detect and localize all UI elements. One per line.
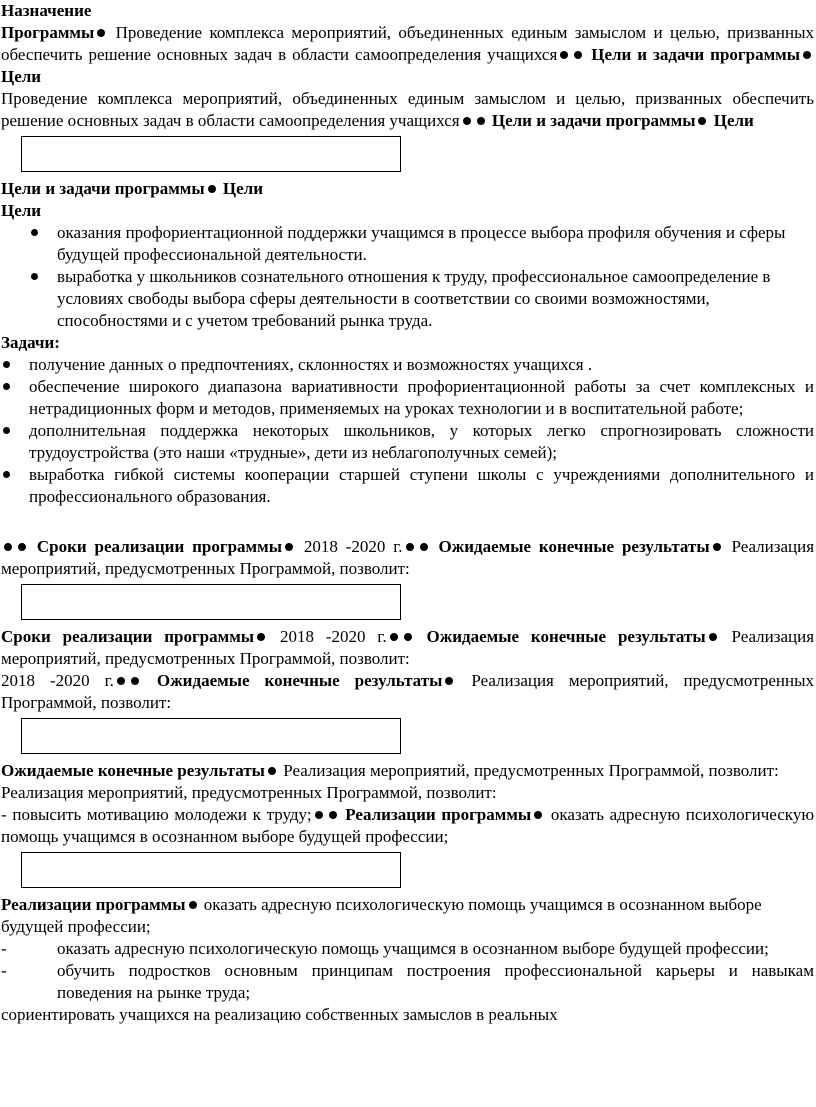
paragraph-program-implementation	[1, 894, 814, 938]
bullet-dot-icon	[534, 811, 542, 819]
bold-label: Ожидаемые конечные результаты	[426, 627, 706, 646]
bullet-dot-icon	[285, 543, 293, 551]
bullet-dot-icon	[131, 677, 139, 685]
paragraph-text: Реализация мероприятий, предусмотренных Программой, позволит:	[1, 671, 814, 712]
bold-label: Ожидаемые конечные результаты	[1, 761, 265, 780]
bullet-dot-icon	[803, 51, 811, 59]
bullet-dot-icon	[257, 633, 265, 641]
paragraph-text: оказать адресную психологическую помощь учащимся в осознанном выборе будущей профессии;	[1, 895, 762, 936]
paragraph-implementation: Реализация мероприятий, предусмотренных Программой, позволит:	[1, 783, 497, 802]
bold-label: Сроки реализации программы	[36, 537, 282, 556]
paragraph-purpose-repeat	[1, 88, 814, 132]
bullet-dot-icon	[208, 185, 216, 193]
paragraph-text: Проведение комплекса мероприятий, объединенных единым замыслом и целью, призванных обеспечить решение основных задач в области самоопределения учащихся	[1, 89, 814, 130]
bullet-dot-icon	[477, 117, 485, 125]
bold-label: Цели	[222, 179, 263, 198]
empty-text-box	[21, 584, 401, 620]
bold-label: Программы	[1, 23, 95, 42]
bullet-dot-icon	[268, 767, 276, 775]
bullet-dot-icon	[574, 51, 582, 59]
bold-label: Реализации программы	[345, 805, 532, 824]
bold-label: Реализации программы	[1, 895, 186, 914]
paragraph-goals-heading	[1, 178, 814, 200]
bullet-dot-icon	[4, 543, 12, 551]
paragraph-text: Реализация мероприятий, предусмотренных Программой, позволит:	[1, 627, 815, 668]
paragraph-text: Реализация мероприятий, предусмотренных Программой, позволит:	[283, 761, 779, 780]
paragraph-text: оказать адресную психологическую помощь учащимся в осознанном выборе будущей профессии;	[1, 805, 815, 846]
paragraph-program	[1, 22, 814, 88]
heading-purpose: Назначение	[1, 1, 92, 20]
paragraph-last: сориентировать учащихся на реализацию собственных замыслов в реальных	[1, 1005, 558, 1024]
tasks-list	[1, 354, 814, 508]
list-item: дополнительная поддержка некоторых школьников, у которых легко спрогнозировать сложности трудоустройства (это наши «трудные», дети из неблагополучных семей);	[1, 420, 814, 464]
paragraph-text: оказать адресную психологическую помощь учащимся в осознанном выборе будущей профессии;	[57, 939, 769, 958]
bullet-dot-icon	[315, 811, 323, 819]
empty-text-box	[21, 136, 401, 172]
paragraph-motivation	[1, 804, 814, 848]
bold-label: Цели и задачи программы	[591, 45, 801, 64]
dash-item	[1, 960, 814, 1004]
paragraph-results	[1, 760, 814, 782]
bullet-dot-icon	[329, 811, 337, 819]
bullet-dot-icon	[463, 117, 471, 125]
paragraph-text: Проведение комплекса мероприятий, объединенных единым замыслом и целью, призванных обеспечить решение основных задач в области самоопределения учащихся	[1, 23, 814, 64]
bold-label: Цели и задачи программы	[491, 111, 696, 130]
bullet-dot-icon	[560, 51, 568, 59]
bold-label: Цели	[1, 67, 42, 86]
paragraph-terms-repeat	[1, 626, 814, 670]
bullet-dot-icon	[406, 543, 414, 551]
list-item: выработка гибкой системы кооперации старшей ступени школы с учреждениями дополнительного и профессионального образования.	[1, 464, 814, 508]
empty-text-box	[21, 718, 401, 754]
list-item: обеспечение широкого диапазона вариативности профориентационной работы за счет комплексных и нетрадиционных форм и методов, применяемых на уроках технологии и в воспитательной работе;	[1, 376, 814, 420]
bold-label: Ожидаемые конечные результаты	[438, 537, 710, 556]
dash-marker: -	[1, 961, 7, 980]
bullet-dot-icon	[18, 543, 26, 551]
bullet-dot-icon	[97, 29, 105, 37]
spacer	[1, 508, 814, 536]
bullet-dot-icon	[445, 677, 453, 685]
tasks-title: Задачи:	[1, 333, 60, 352]
bullet-dot-icon	[390, 633, 398, 641]
dash-marker: -	[1, 939, 7, 958]
list-item: получение данных о предпочтениях, склонностях и возможностях учащихся .	[1, 354, 814, 376]
paragraph-terms	[1, 536, 814, 580]
paragraph-years	[1, 670, 814, 714]
paragraph-text: 2018 -2020 г.	[303, 537, 403, 556]
list-item: оказания профориентационной поддержки учащимся в процессе выбора профиля обучения и сферы будущей профессиональной деятельности.	[1, 222, 814, 266]
empty-text-box	[21, 852, 401, 888]
paragraph-text: обучить подростков основным принципам построения профессиональной карьеры и навыкам поведения на рынке труда;	[57, 961, 814, 1002]
bullet-dot-icon	[420, 543, 428, 551]
bullet-dot-icon	[117, 677, 125, 685]
paragraph-text: 2018 -2020 г.	[279, 627, 387, 646]
bold-label: Ожидаемые конечные результаты	[156, 671, 443, 690]
dash-item	[1, 938, 814, 960]
bullet-dot-icon	[189, 901, 197, 909]
paragraph-text: Реализация мероприятий, предусмотренных Программой, позволит:	[1, 537, 815, 578]
list-item: выработка у школьников сознательного отношения к труду, профессиональное самоопределение в условиях свободы выбора сферы деятельности в соответствии со своими возможностями, способностями и с учетом требований рынка труда.	[1, 266, 814, 332]
bold-label: Цели и задачи программы	[1, 179, 205, 198]
goals-list	[1, 222, 814, 332]
paragraph-text: 2018 -2020 г.	[1, 671, 114, 690]
bold-label: Сроки реализации программы	[1, 627, 255, 646]
goals-title: Цели	[1, 201, 42, 220]
bullet-dot-icon	[709, 633, 717, 641]
bullet-dot-icon	[698, 117, 706, 125]
bullet-dot-icon	[713, 543, 721, 551]
bullet-dot-icon	[404, 633, 412, 641]
paragraph-text: - повысить мотивацию молодежи к труду;	[1, 805, 312, 824]
bold-label: Цели	[713, 111, 754, 130]
